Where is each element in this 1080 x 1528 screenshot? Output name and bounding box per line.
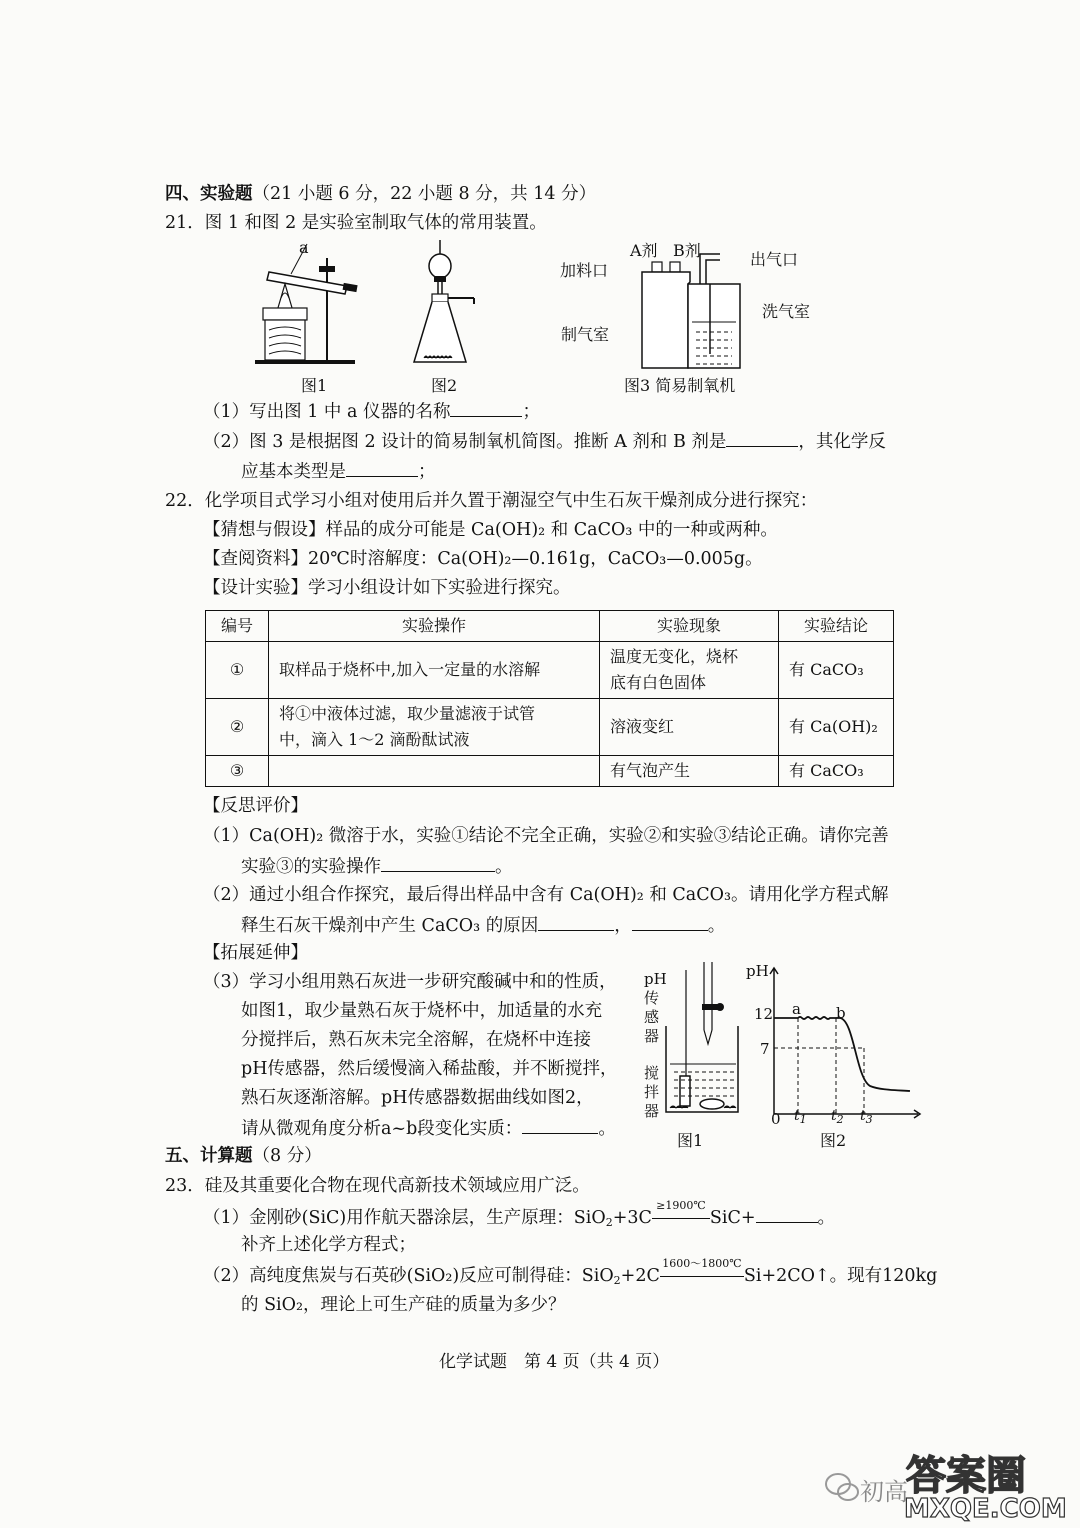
table-header: 实验现象: [600, 611, 779, 642]
fig3-label-outlet: 出气口: [750, 250, 799, 269]
graph-origin: 0: [771, 1110, 781, 1128]
watermark-text-1: 初高: [860, 1478, 908, 1506]
table-row: ② 将①中液体过滤，取少量滤液于试管 中，滴入 1～2 滴酚酞试液 溶液变红 有 Ca(OH)₂: [206, 699, 894, 756]
q22-r1: （1）Ca(OH)₂ 微溶于水，实验①结论不完全正确，实验②和实验③结论正确。请你完善: [203, 826, 889, 846]
fig3-caption: 图3 简易制氧机: [624, 376, 736, 395]
q23-part2-cont: 的 SiO₂，理论上可生产硅的质量为多少？: [241, 1295, 566, 1315]
graph-t3: $t_3$: [860, 1108, 873, 1126]
beaker-sensor-apparatus: [664, 960, 744, 1120]
watermark-site: MXQE.COM: [904, 1494, 1067, 1524]
q22-blank-equation2[interactable]: [632, 912, 708, 931]
table-header: 实验操作: [269, 611, 600, 642]
q21-blank-agents[interactable]: [726, 428, 798, 447]
graph-tick-12: 12: [754, 1005, 774, 1023]
q22-blank-equation1[interactable]: [538, 912, 614, 931]
q22-blank-analysis[interactable]: [522, 1115, 598, 1134]
q23-blank-product[interactable]: [756, 1204, 818, 1223]
fig3-label-gen: 制气室: [561, 325, 610, 344]
q23-stem: 23．硅及其重要化合物在现代高新技术领域应用广泛。: [165, 1176, 590, 1196]
q21-part2: （2）图 3 是根据图 2 设计的简易制氧机简图。推断 A 剂和 B 剂是 ，其化学反: [203, 428, 886, 454]
fig2-flask-apparatus: [408, 238, 478, 368]
q22-r1-cont: 实验③的实验操作 。: [241, 853, 513, 879]
reaction-condition-2: 1600～1800℃: [660, 1264, 744, 1288]
graph-t2: $t_2$: [831, 1108, 844, 1126]
watermark-text-2: 答案圈: [906, 1453, 1026, 1499]
experiment-table: [205, 610, 894, 787]
fig3-oxygen-maker: [640, 248, 750, 370]
section5-score: （8 分）: [252, 1146, 322, 1166]
ph-curve-graph: [770, 966, 922, 1124]
section4-heading: [165, 182, 596, 206]
q22-e4: pH传感器，然后缓慢滴入稀盐酸，并不断搅拌，: [241, 1059, 618, 1079]
fig1-heating-apparatus: [255, 238, 365, 368]
q22-r2: （2）通过小组合作探究，最后得出样品中含有 Ca(OH)₂ 和 CaCO₃。请用化学方程式解: [203, 885, 889, 905]
q23-part1: （1）金刚砂(SiC)用作航天器涂层，生产原理：SiO$_2$+3C ≥1900℃ SiC+ 。: [203, 1199, 836, 1229]
stirrer-label: 搅 拌 器: [644, 1064, 660, 1120]
table-row: ① 取样品于烧杯中,加入一定量的水溶解 温度无变化，烧杯 底有白色固体 有 CaCO₃: [206, 642, 894, 699]
section5-heading: [165, 1144, 322, 1168]
q21-blank-reaction-type[interactable]: [346, 458, 418, 477]
q22-r2-cont: 释生石灰干燥剂中产生 CaCO₃ 的原因 ， 。: [241, 912, 725, 938]
q21-blank-instrument[interactable]: [450, 398, 522, 417]
q22-e3: 分搅拌后，熟石灰未完全溶解，在烧杯中连接: [241, 1030, 591, 1050]
q21-part1: （1）写出图 1 中 a 仪器的名称 ；: [203, 398, 540, 424]
q22-e5: 熟石灰逐渐溶解。pH传感器数据曲线如图2，: [241, 1088, 594, 1108]
table-row: ③ 有气泡产生 有 CaCO₃: [206, 756, 894, 787]
q23-part2: （2）高纯度焦炭与石英砂(SiO₂)反应可制得硅：SiO$_2$+2C 1600～1800℃ Si+2CO↑。现有120kg: [203, 1257, 938, 1287]
q22-hypothesis: 【猜想与假设】样品的成分可能是 Ca(OH)₂ 和 CaCO₃ 中的一种或两种。: [203, 520, 778, 540]
graph-point-a: a: [792, 1000, 801, 1018]
fig1-label-a: a: [299, 238, 309, 257]
watermark: [820, 1440, 1080, 1528]
section4-score: （21 小题 6 分，22 小题 8 分，共 14 分）: [252, 184, 597, 204]
wechat-icon: [824, 1472, 860, 1502]
fig2-caption: 图2: [431, 376, 458, 395]
q22-e1: （3）学习小组用熟石灰进一步研究酸碱中和的性质，: [203, 972, 617, 992]
reaction-condition-1: ≥1900℃: [652, 1206, 710, 1230]
q22-blank-operation[interactable]: [381, 853, 495, 872]
table-header: 实验结论: [779, 611, 894, 642]
table-header: 编号: [206, 611, 269, 642]
q22-extension-tag: 【拓展延伸】: [203, 943, 308, 963]
graph-t1: $t_1$: [794, 1108, 807, 1126]
page-footer: 化学试题 第 4 页（共 4 页）: [439, 1352, 670, 1372]
q22-reference: 【查阅资料】20℃时溶解度：Ca(OH)₂—0.161g，CaCO₃—0.005g。: [203, 549, 763, 569]
q22-e6: 请从微观角度分析a~b段变化实质： 。: [241, 1115, 616, 1141]
blank-operation-cell[interactable]: [269, 756, 600, 787]
fig3-label-wash: 洗气室: [762, 302, 811, 321]
q21-part2-cont: 应基本类型是 ；: [241, 458, 436, 484]
graph-point-b: b: [836, 1004, 846, 1022]
q22-design: 【设计实验】学习小组设计如下实验进行探究。: [203, 578, 571, 598]
fig1-caption: 图1: [301, 376, 328, 395]
q22-e2: 如图1，取少量熟石灰于烧杯中，加适量的水充: [241, 1001, 603, 1021]
section5-title: 五、计算题: [165, 1146, 253, 1166]
graph-tick-7: 7: [760, 1040, 770, 1058]
section4-title: 四、实验题: [165, 184, 253, 204]
table-header-row: [206, 611, 894, 642]
sensor-label: pH 传 感 器: [644, 970, 667, 1045]
fig3-label-feed: 加料口: [560, 261, 609, 280]
fig3-label-b-agent: B剂: [673, 241, 701, 260]
q23-part1-cont: 补齐上述化学方程式；: [241, 1235, 416, 1255]
fig3-label-a-agent: A剂: [630, 241, 658, 260]
graph-ylabel: pH: [746, 962, 769, 980]
q22-stem: 22．化学项目式学习小组对使用后并久置于潮湿空气中生石灰干燥剂成分进行探究：: [165, 491, 818, 511]
figA-caption: 图1: [677, 1131, 704, 1150]
q22-reflection-tag: 【反思评价】: [203, 796, 308, 816]
q21-stem: 21．图 1 和图 2 是实验室制取气体的常用装置。: [165, 213, 547, 233]
figB-caption: 图2: [820, 1131, 847, 1150]
